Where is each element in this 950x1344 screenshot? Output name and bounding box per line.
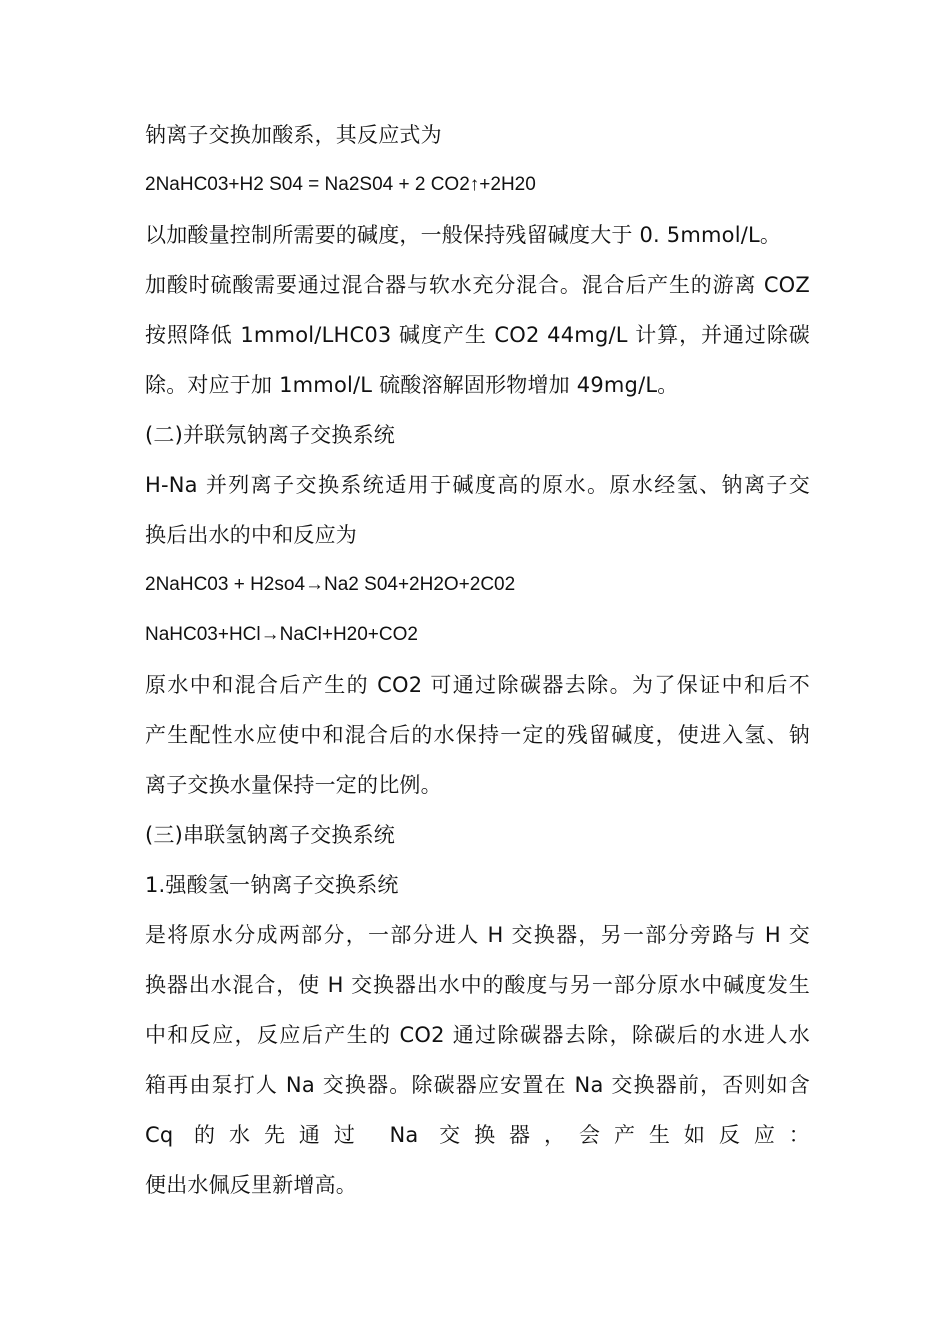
subsection-heading: 1.强酸氢一钠离子交换系统 (145, 873, 399, 897)
formula-line: 2NaHC03+H2 S04 = Na2S04 + 2 CO2↑+2H20 (145, 174, 536, 195)
text-line: 按照降低 1mmol/LHC03 碱度产生 CO2 44mg/L 计算，并通过除碳 (145, 323, 810, 347)
text-line: 换后出水的中和反应为 (145, 523, 357, 547)
section-heading: (三)串联氢钠离子交换系统 (145, 823, 395, 847)
text-line: H-Na 并列离子交换系统适用于碱度高的原水。原水经氢、钠离子交 (145, 473, 810, 497)
text-line: 钠离子交换加酸系，其反应式为 (145, 123, 442, 147)
formula-line: NaHC03+HCl→NaCl+H20+CO2 (145, 624, 418, 645)
text-line: 中和反应，反应后产生的 CO2 通过除碳器去除，除碳后的水进人水 (145, 1023, 810, 1047)
text-line: 换器出水混合，使 H 交换器出水中的酸度与另一部分原水中碱度发生 (145, 973, 810, 997)
text-line: 产生配性水应使中和混合后的水保持一定的残留碱度，使进入氢、钠 (145, 723, 810, 747)
text-line: 加酸时硫酸需要通过混合器与软水充分混合。混合后产生的游离 COZ (145, 273, 810, 297)
text-line: 除。对应于加 1mmol/L 硫酸溶解固形物增加 49mg/L。 (145, 373, 679, 397)
text-line: 是将原水分成两部分，一部分进人 H 交换器，另一部分旁路与 H 交 (145, 923, 810, 947)
text-line: 箱再由泵打人 Na 交换器。除碳器应安置在 Na 交换器前，否则如含 (145, 1073, 810, 1097)
formula-line: 2NaHC03 + H2so4→Na2 S04+2H2O+2C02 (145, 574, 516, 595)
text-line: 以加酸量控制所需要的碱度，一般保持残留碱度大于 0. 5mmol/L。 (145, 223, 782, 247)
text-line: Cq 的水先通过 Na 交换器，会产生如反应： (145, 1123, 810, 1147)
document-body (145, 110, 810, 1210)
text-line: 离子交换水量保持一定的比例。 (145, 773, 442, 797)
text-line: 原水中和混合后产生的 CO2 可通过除碳器去除。为了保证中和后不 (145, 673, 810, 697)
section-heading: (二)并联氖钠离子交换系统 (145, 423, 395, 447)
text-line: 便出水佩反里新增高。 (145, 1173, 357, 1197)
